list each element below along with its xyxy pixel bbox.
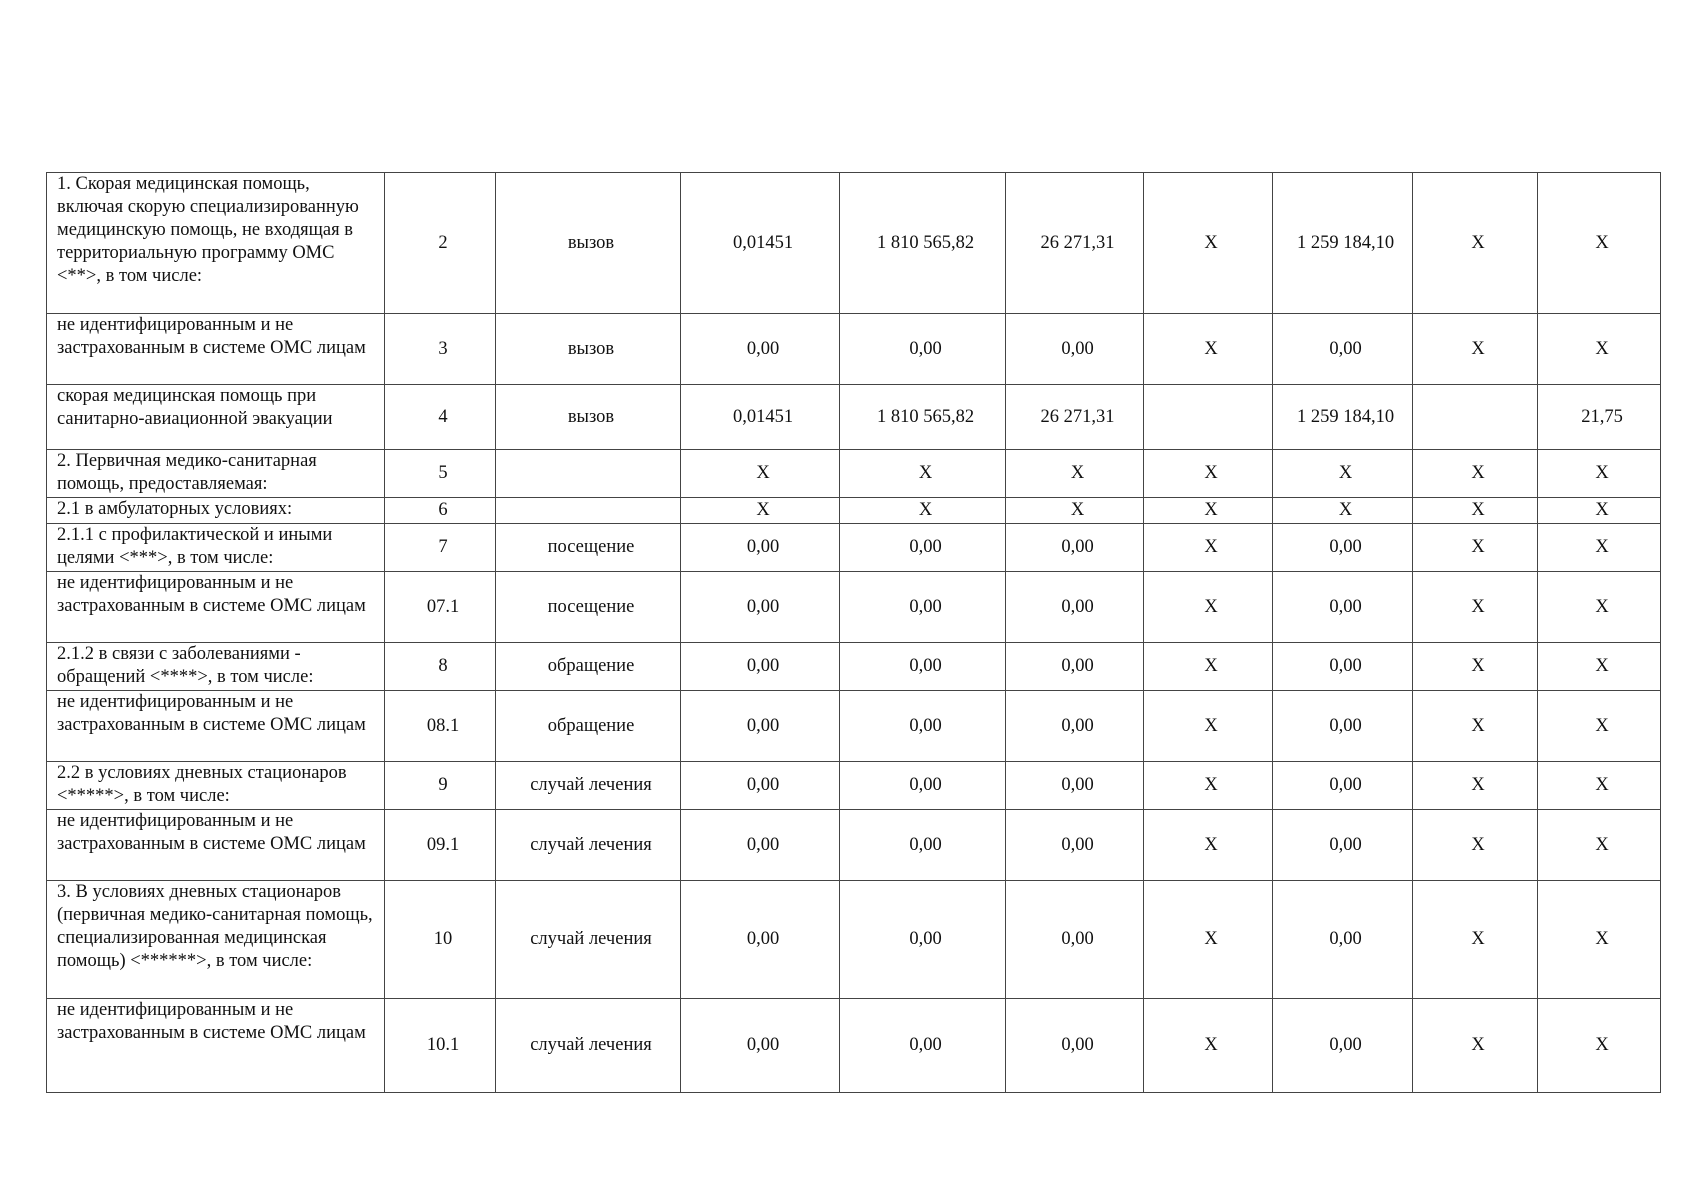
row-number-cell: 10 — [385, 881, 496, 999]
value-cell: X — [1413, 524, 1538, 572]
row-name-cell: скорая медицинская помощь при санитарно-авиационной эвакуации — [47, 385, 385, 450]
value-cell: X — [1413, 173, 1538, 314]
value-cell: X — [1144, 498, 1273, 524]
value-cell: 0,00 — [1006, 999, 1144, 1093]
value-cell: X — [1538, 762, 1661, 810]
row-number-cell: 3 — [385, 314, 496, 385]
row-name-cell: 3. В условиях дневных стационаров (первичная медико-санитарная помощь, специализированная медицинская помощь) <******>, в том числе: — [47, 881, 385, 999]
value-cell: 0,00 — [840, 691, 1006, 762]
value-cell: X — [840, 450, 1006, 498]
value-cell: 0,00 — [1273, 999, 1413, 1093]
value-cell: X — [1413, 643, 1538, 691]
unit-cell: обращение — [496, 643, 681, 691]
value-cell: 0,00 — [1006, 810, 1144, 881]
value-cell: X — [1538, 810, 1661, 881]
table-row — [47, 498, 1661, 524]
row-name-cell: не идентифицированным и не застрахованным в системе ОМС лицам — [47, 691, 385, 762]
value-cell: X — [1144, 572, 1273, 643]
value-cell: 0,00 — [1273, 524, 1413, 572]
row-name-cell: 2.2 в условиях дневных стационаров <*****>, в том числе: — [47, 762, 385, 810]
value-cell: X — [1413, 498, 1538, 524]
unit-cell — [496, 450, 681, 498]
row-number-cell: 5 — [385, 450, 496, 498]
table-row — [47, 691, 1661, 762]
value-cell: 1 259 184,10 — [1273, 385, 1413, 450]
unit-cell: вызов — [496, 385, 681, 450]
table-row — [47, 385, 1661, 450]
row-name-cell: 2. Первичная медико-санитарная помощь, предоставляемая: — [47, 450, 385, 498]
value-cell: X — [681, 450, 840, 498]
unit-cell: случай лечения — [496, 999, 681, 1093]
value-cell — [1413, 385, 1538, 450]
unit-cell: вызов — [496, 314, 681, 385]
value-cell: X — [1144, 524, 1273, 572]
value-cell: X — [1413, 572, 1538, 643]
value-cell: 0,00 — [681, 691, 840, 762]
row-number-cell: 7 — [385, 524, 496, 572]
row-number-cell: 10.1 — [385, 999, 496, 1093]
row-name-cell: 2.1 в амбулаторных условиях: — [47, 498, 385, 524]
value-cell: X — [1538, 450, 1661, 498]
value-cell: 0,00 — [681, 643, 840, 691]
unit-cell — [496, 498, 681, 524]
value-cell: X — [1144, 643, 1273, 691]
row-name-cell: не идентифицированным и не застрахованным в системе ОМС лицам — [47, 314, 385, 385]
value-cell: 0,00 — [681, 572, 840, 643]
value-cell: X — [1538, 572, 1661, 643]
table-row — [47, 810, 1661, 881]
row-name-cell: 1. Скорая медицинская помощь, включая скорую специализированную медицинскую помощь, не входящая в территориальную программу ОМС <**>, в том числе: — [47, 173, 385, 314]
row-number-cell: 09.1 — [385, 810, 496, 881]
row-number-cell: 08.1 — [385, 691, 496, 762]
value-cell: 0,00 — [1006, 881, 1144, 999]
value-cell: X — [840, 498, 1006, 524]
value-cell: 0,01451 — [681, 385, 840, 450]
value-cell: X — [1144, 881, 1273, 999]
row-name-cell: 2.1.1 с профилактической и иными целями <***>, в том числе: — [47, 524, 385, 572]
value-cell: X — [1413, 450, 1538, 498]
value-cell: 26 271,31 — [1006, 385, 1144, 450]
value-cell: X — [1538, 691, 1661, 762]
value-cell: 21,75 — [1538, 385, 1661, 450]
value-cell: 0,00 — [1273, 810, 1413, 881]
value-cell: X — [1144, 762, 1273, 810]
value-cell: 0,00 — [1273, 691, 1413, 762]
value-cell: 0,00 — [840, 810, 1006, 881]
value-cell: 0,00 — [840, 314, 1006, 385]
value-cell: 0,00 — [681, 810, 840, 881]
value-cell: 1 810 565,82 — [840, 385, 1006, 450]
value-cell: X — [1413, 691, 1538, 762]
row-name-cell: 2.1.2 в связи с заболеваниями - обращений <****>, в том числе: — [47, 643, 385, 691]
row-number-cell: 4 — [385, 385, 496, 450]
table-row — [47, 314, 1661, 385]
unit-cell: обращение — [496, 691, 681, 762]
value-cell: 26 271,31 — [1006, 173, 1144, 314]
unit-cell: случай лечения — [496, 810, 681, 881]
value-cell: 1 259 184,10 — [1273, 173, 1413, 314]
unit-cell: вызов — [496, 173, 681, 314]
value-cell: 0,00 — [681, 762, 840, 810]
value-cell: 0,00 — [840, 999, 1006, 1093]
value-cell: X — [1538, 643, 1661, 691]
table-row — [47, 572, 1661, 643]
unit-cell: случай лечения — [496, 762, 681, 810]
value-cell: X — [1144, 173, 1273, 314]
value-cell: 0,00 — [1006, 314, 1144, 385]
value-cell: X — [1144, 999, 1273, 1093]
value-cell: 0,00 — [840, 643, 1006, 691]
table-row — [47, 524, 1661, 572]
unit-cell: посещение — [496, 524, 681, 572]
value-cell: 0,00 — [1273, 572, 1413, 643]
value-cell: X — [1413, 762, 1538, 810]
value-cell: 0,00 — [840, 572, 1006, 643]
value-cell: X — [1538, 999, 1661, 1093]
value-cell: 0,00 — [681, 314, 840, 385]
value-cell: 0,00 — [1006, 524, 1144, 572]
value-cell: X — [1538, 314, 1661, 385]
value-cell: X — [1413, 314, 1538, 385]
value-cell: X — [1538, 524, 1661, 572]
table-body — [47, 173, 1661, 1093]
value-cell: 0,00 — [681, 999, 840, 1093]
unit-cell: посещение — [496, 572, 681, 643]
value-cell: 1 810 565,82 — [840, 173, 1006, 314]
value-cell: 0,00 — [1273, 881, 1413, 999]
value-cell: X — [1144, 450, 1273, 498]
value-cell: 0,00 — [840, 881, 1006, 999]
row-number-cell: 6 — [385, 498, 496, 524]
table-row — [47, 881, 1661, 999]
value-cell: 0,00 — [1006, 643, 1144, 691]
table-row — [47, 762, 1661, 810]
value-cell: 0,00 — [1006, 762, 1144, 810]
value-cell: X — [1144, 691, 1273, 762]
value-cell: X — [1413, 881, 1538, 999]
value-cell: 0,00 — [1006, 691, 1144, 762]
row-number-cell: 8 — [385, 643, 496, 691]
value-cell: 0,00 — [840, 524, 1006, 572]
value-cell: 0,00 — [1006, 572, 1144, 643]
value-cell: X — [681, 498, 840, 524]
value-cell: X — [1538, 498, 1661, 524]
row-number-cell: 2 — [385, 173, 496, 314]
row-number-cell: 07.1 — [385, 572, 496, 643]
value-cell: 0,01451 — [681, 173, 840, 314]
value-cell: X — [1006, 498, 1144, 524]
value-cell: X — [1538, 881, 1661, 999]
unit-cell: случай лечения — [496, 881, 681, 999]
table-row — [47, 999, 1661, 1093]
value-cell: X — [1006, 450, 1144, 498]
value-cell: X — [1413, 999, 1538, 1093]
value-cell: X — [1538, 173, 1661, 314]
value-cell: 0,00 — [840, 762, 1006, 810]
row-name-cell: не идентифицированным и не застрахованным в системе ОМС лицам — [47, 999, 385, 1093]
row-name-cell: не идентифицированным и не застрахованным в системе ОМС лицам — [47, 572, 385, 643]
value-cell: X — [1144, 314, 1273, 385]
value-cell: X — [1273, 498, 1413, 524]
row-number-cell: 9 — [385, 762, 496, 810]
value-cell: X — [1144, 810, 1273, 881]
table-row — [47, 643, 1661, 691]
value-cell: 0,00 — [1273, 762, 1413, 810]
value-cell: 0,00 — [681, 881, 840, 999]
value-cell: X — [1273, 450, 1413, 498]
value-cell: 0,00 — [681, 524, 840, 572]
value-cell: 0,00 — [1273, 314, 1413, 385]
value-cell: X — [1413, 810, 1538, 881]
data-table — [46, 172, 1661, 1093]
value-cell — [1144, 385, 1273, 450]
table-row — [47, 450, 1661, 498]
row-name-cell: не идентифицированным и не застрахованным в системе ОМС лицам — [47, 810, 385, 881]
value-cell: 0,00 — [1273, 643, 1413, 691]
table-row — [47, 173, 1661, 314]
